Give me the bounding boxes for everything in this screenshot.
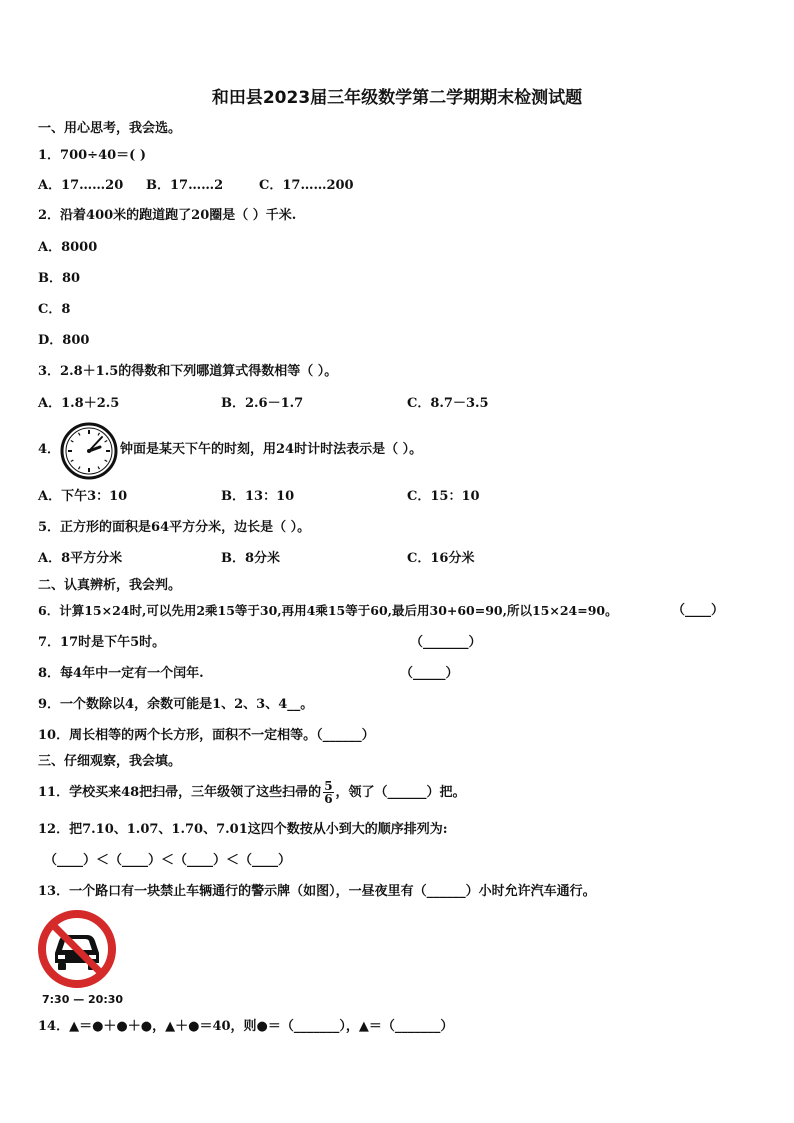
question-6: 6．计算15×24时,可以先用2乘15等于30,再用4乘15等于60,最后用30+60=90,所以15×24=90。 [38,603,618,618]
q2-option-a: A．8000 [38,240,98,255]
q5-option-b: B．8分米 [221,551,281,566]
fraction-denominator: 6 [324,792,333,806]
question-8: 8．每4年中一定有一个闰年. [38,666,204,681]
q5-option-a: A．8平方分米 [38,551,123,566]
clock-icon [60,422,118,480]
q5-option-c: C．16分米 [407,551,475,566]
q4-option-b: B．13：10 [221,489,295,504]
no-vehicle-sign-icon [37,909,117,989]
sign-time-caption: 7:30 — 20:30 [42,993,124,1006]
q4-option-c: C．15：10 [407,489,480,504]
question-1: 1．700÷40＝( ) [38,148,146,163]
section-heading-2: 二、认真辨析，我会判。 [38,578,182,593]
question-7: 7．17时是下午5时。 [38,635,166,650]
q8-answer-blank[interactable]: （_____） [400,666,459,681]
question-11 [38,778,466,808]
section-heading-3: 三、仔细观察，我会填。 [38,754,182,769]
q4-option-a: A．下午3：10 [38,489,128,504]
question-3: 3．2.8＋1.5的得数和下列哪道算式得数相等（ ）。 [38,364,338,379]
q3-option-c: C．8.7－3.5 [407,396,489,411]
q2-option-b: B．80 [38,271,81,286]
question-5: 5．正方形的面积是64平方分米，边长是（ ）。 [38,520,311,535]
q7-answer-blank[interactable]: （_______） [410,635,482,650]
fraction [323,780,333,805]
question-13: 13．一个路口有一块禁止车辆通行的警示牌（如图），一昼夜里有（______）小时允许汽车通行。 [38,884,596,899]
q2-option-c: C．8 [38,302,71,317]
question-10: 10．周长相等的两个长方形，面积不一定相等。（______） [38,728,375,743]
question-2: 2．沿着400米的跑道跑了20圈是（ ）千米. [38,208,297,223]
q3-option-a: A．1.8＋2.5 [38,396,120,411]
section-heading-1: 一、用心思考，我会选。 [38,121,182,136]
question-12: 12．把7.10、1.07、1.70、7.01这四个数按从小到大的顺序排列为: [38,822,448,837]
question-4: 钟面是某天下午的时刻，用24时计时法表示是（ ）。 [120,442,423,457]
question-4-number: 4． [38,442,61,457]
q1-option-c: C．17……200 [259,178,354,193]
q1-option-a: A．17……20 [38,178,124,193]
q11-text-before: 11．学校买来48把扫帚，三年级领了这些扫帚的 [38,785,322,800]
question-9: 9．一个数除以4，余数可能是1、2、3、4__。 [38,697,314,712]
q1-option-b: B．17……2 [146,178,224,193]
q12-ordering-blanks[interactable]: （____）＜（____）＜（____）＜（____） [44,853,292,868]
question-14: 14．▲＝●＋●＋●，▲＋●＝40，则●＝（_______），▲＝（_______） [38,1019,454,1034]
q11-text-after: ，领了（______）把。 [335,785,466,800]
q6-answer-blank[interactable]: （____） [672,603,725,618]
page-title: 和田县2023届三年级数学第二学期期末检测试题 [211,88,583,108]
q2-option-d: D．800 [38,333,90,348]
q3-option-b: B．2.6－1.7 [221,396,304,411]
fraction-numerator: 5 [324,779,333,793]
